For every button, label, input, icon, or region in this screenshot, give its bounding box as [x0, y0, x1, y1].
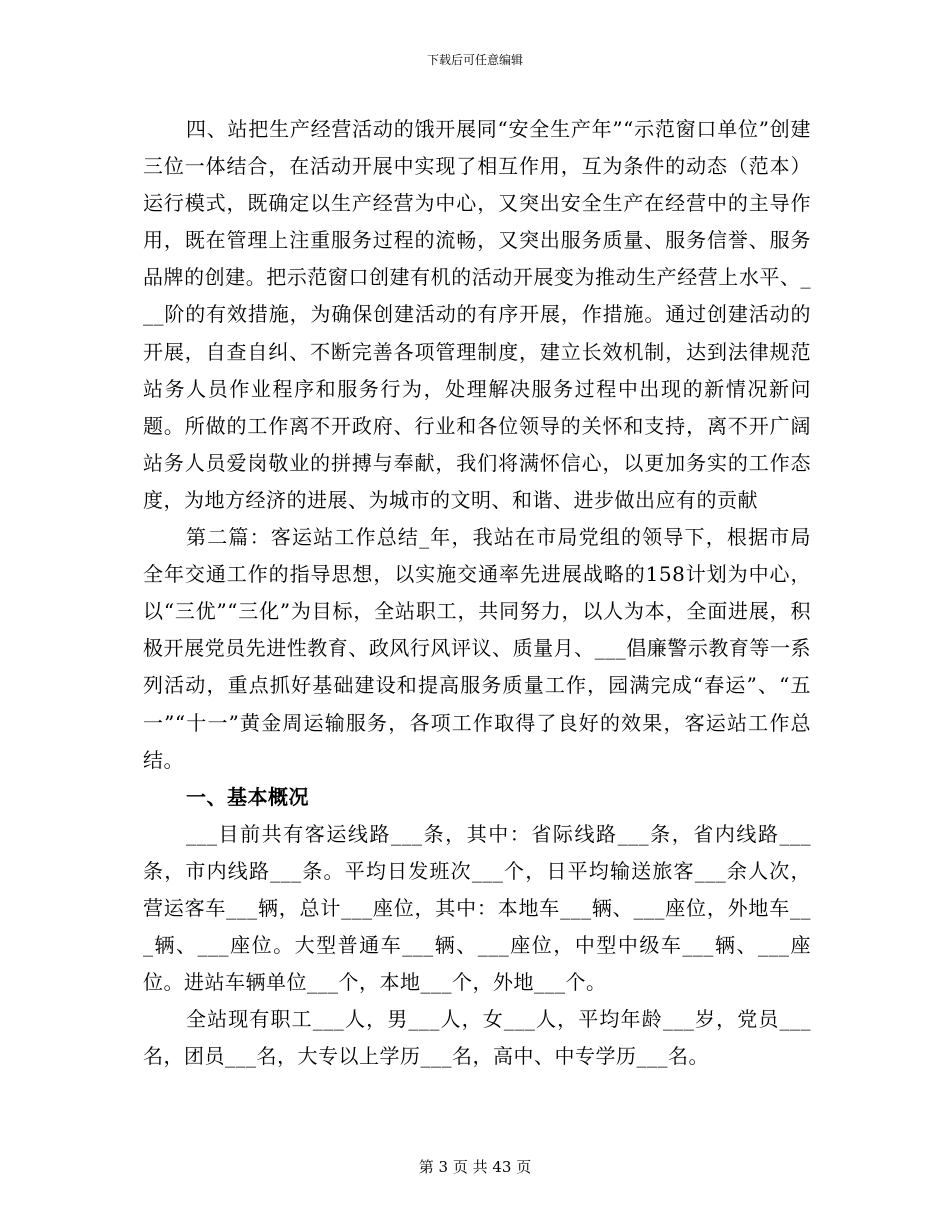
page-header: 下载后可任意编辑	[426, 53, 523, 67]
document-body	[143, 111, 811, 1075]
heading-basic-overview: 一、基本概况	[186, 784, 309, 809]
paragraph-part-two-intro: 第二篇：客运站工作总结_年，我站在市局党组的领导下，根据市局全年交通工作的指导思想，以实施交通率先进展战略的158计划为中心，以“三优”“三化”为目标，全站职工，共同努力，以人为本，全面进展，积极开展党员先进性教育、政风行风评议、质量月、___倡廉警示教育等一系列活动，重点抓好基础建设和提高服务质量工作，园满完成“春运”、“五一”“十一”黄金周运输服务，各项工作取得了良好的效果，客运站工作总结。	[143, 525, 811, 772]
paragraph-route-overview: ___目前共有客运线路___条，其中：省际线路___条，省内线路___条，市内线路___条。平均日发班次___个，日平均输送旅客___余人次，营运客车___辆，总计___座位，其中：本地车___辆、___座位，外地车___辆、___座位。大型普通车___辆、___座位，中型中级车___辆、___座位。进站车辆单位___个，本地___个，外地___个。	[143, 821, 811, 995]
paragraph-section-four: 四、站把生产经营活动的饿开展同“安全生产年”“示范窗口单位”创建三位一体结合，在活动开展中实现了相互作用，互为条件的动态（范本）运行模式，既确定以生产经营为中心，又突出安全生产在经营中的主导作用，既在管理上注重服务过程的流畅，又突出服务质量、服务信誉、服务品牌的创建。把示范窗口创建有机的活动开展变为推动生产经营上水平、___阶的有效措施，为确保创建活动的有序开展，作措施。通过创建活动的开展，自查自纠、不断完善各项管理制度，建立长效机制，达到法律规范站务人员作业程序和服务行为，处理解决服务过程中出现的新情况新问题。所做的工作离不开政府、行业和各位领导的关怀和支持，离不开广阔站务人员爱岗敬业的拼搏与奉献，我们将满怀信心，以更加务实的工作态度，为地方经济的进展、为城市的文明、和谐、进步做出应有的贡献	[143, 117, 811, 512]
page-footer: 第 3 页 共 43 页	[418, 1158, 532, 1176]
paragraph-staff-overview: 全站现有职工___人，男___人，女___人，平均年龄___岁，党员___名，团员___名，大专以上学历___名，高中、中专学历___名。	[143, 1007, 811, 1069]
